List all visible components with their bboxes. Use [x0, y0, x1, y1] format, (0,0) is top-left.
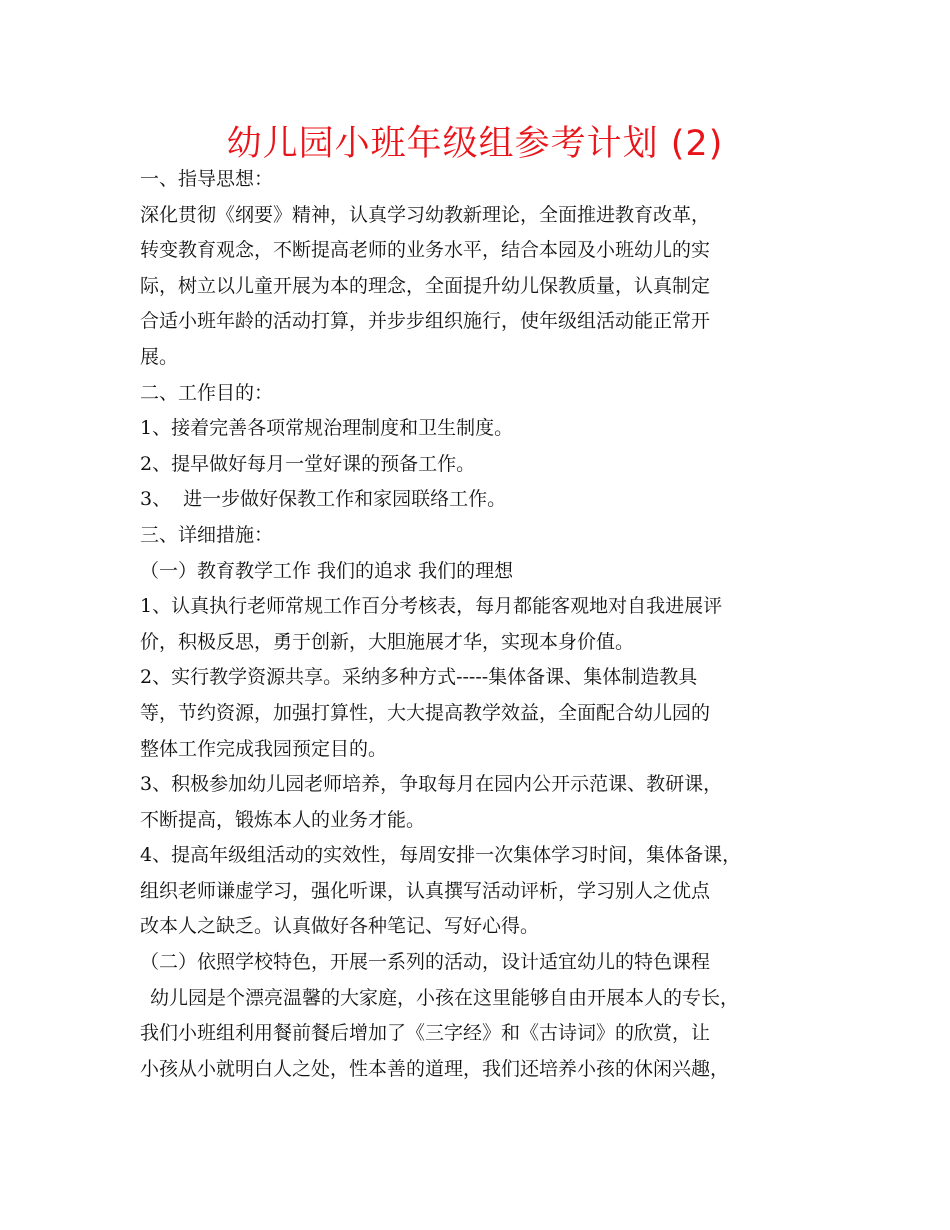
paragraph-line: 转变教育观念，不断提高老师的业务水平，结合本园及小班幼儿的实: [140, 239, 711, 262]
document-body: [140, 162, 830, 1087]
list-item: 3、积极参加幼儿园老师培养，争取每月在园内公开示范课、教研课，: [140, 773, 723, 796]
paragraph-line: 组织老师谦虚学习，强化听课，认真撰写活动评析，学习别人之优点: [140, 879, 711, 902]
paragraph-line: 幼儿园是个漂亮温馨的大家庭，小孩在这里能够自由开展本人的专长，: [150, 986, 740, 1009]
list-item: 2、提早做好每月一堂好课的预备工作。: [140, 452, 476, 475]
paragraph-line: 我们小班组利用餐前餐后增加了《三字经》和《古诗词》的欣赏，让: [140, 1022, 711, 1045]
paragraph-line: 展。: [140, 345, 179, 368]
section-heading: 一、指导思想：: [140, 168, 274, 190]
document-title: 幼儿园小班年级组参考计划 (2): [226, 124, 724, 164]
paragraph-line: 整体工作完成我园预定目的。: [140, 737, 388, 760]
paragraph-line: 深化贯彻《纲要》精神，认真学习幼教新理论，全面推进教育改革，: [140, 203, 711, 226]
subsection-heading: （二）依照学校特色，开展一系列的活动，设计适宜幼儿的特色课程: [140, 951, 711, 974]
paragraph-line: 合适小班年龄的活动打算，并步步组织施行，使年级组活动能正常开: [140, 310, 711, 333]
section-heading: 三、详细措施：: [140, 523, 274, 546]
paragraph-line: 际，树立以儿童开展为本的理念，全面提升幼儿保教质量，认真制定: [140, 274, 711, 297]
subsection-heading: （一）教育教学工作 我们的追求 我们的理想: [140, 559, 514, 582]
paragraph-line: 小孩从小就明白人之处，性本善的道理，我们还培养小孩的休闲兴趣，: [140, 1057, 730, 1080]
paragraph-line: 不断提高，锻炼本人的业务才能。: [140, 808, 426, 831]
section-heading: 二、工作目的：: [140, 381, 274, 404]
list-item: 3、 进一步做好保教工作和家园联络工作。: [140, 488, 507, 511]
list-item: 1、认真执行老师常规工作百分考核表，每月都能客观地对自我进展评: [140, 595, 723, 618]
list-item: 4、提高年级组活动的实效性，每周安排一次集体学习时间，集体备课，: [140, 844, 742, 867]
list-item: 2、实行教学资源共享。采纳多种方式-----集体备课、集体制造教具: [140, 666, 698, 689]
paragraph-line: 价，积极反思，勇于创新，大胆施展才华，实现本身价值。: [140, 630, 635, 653]
list-item: 1、接着完善各项常规治理制度和卫生制度。: [140, 417, 514, 440]
paragraph-line: 改本人之缺乏。认真做好各种笔记、写好心得。: [140, 915, 540, 938]
paragraph-line: 等，节约资源，加强打算性，大大提高教学效益，全面配合幼儿园的: [140, 701, 711, 724]
